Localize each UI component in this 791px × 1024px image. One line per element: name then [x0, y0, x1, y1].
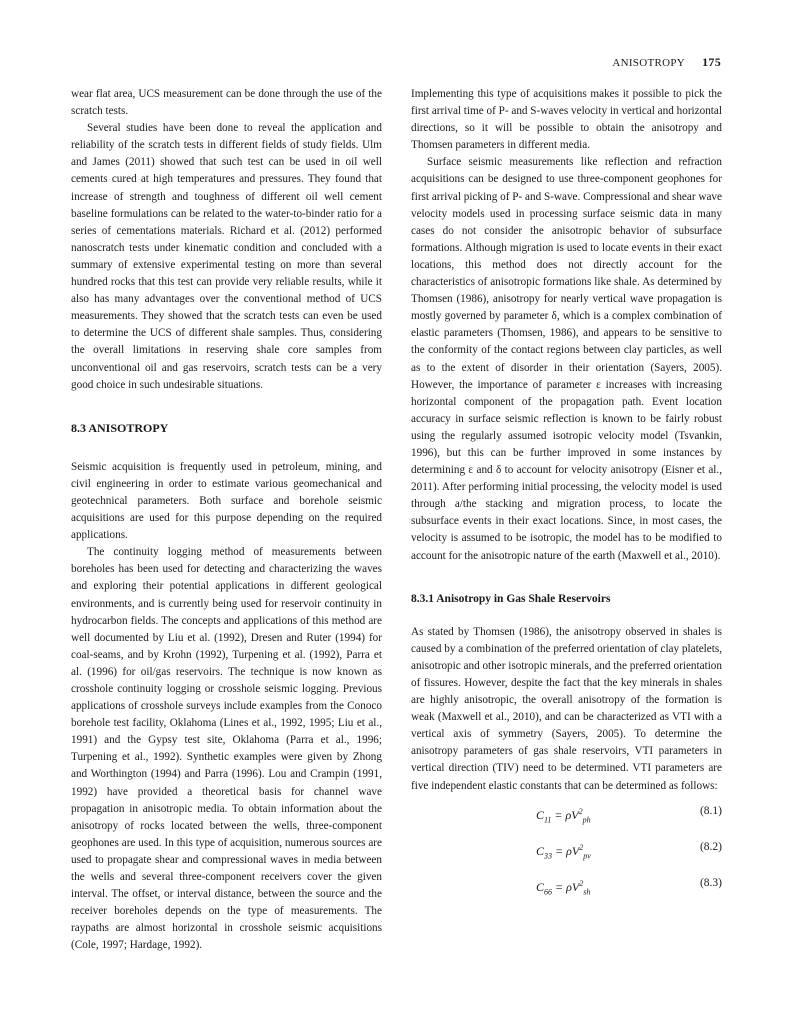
equation-formula: $C_{66} = \rho V^2_{sh}$ — [536, 878, 591, 897]
equation — [411, 799, 722, 831]
equation-formula: $C_{11} = \rho V^2_{ph}$ — [536, 806, 591, 825]
page-number: 175 — [702, 55, 721, 69]
paragraph: The continuity logging method of measurements between boreholes has been used for detecting and characterizing the waves and exploring their potential applications in different geological environments, and is currently being used for reservoir continuity in hydrocarbon fields. The concepts and applications of this method are well documented by Liu et al. (1992), Dresen and Ruter (1994) for coal-seams, and by Krohn (1992), Turpening et al. (1992), Parra et al. (1996) for oil/gas reservoirs. The technique is now known as crosshole continuity logging or crosshole seismic logging. Previous applications of crosshole surveys include examples from the Conoco borehole test facility, Oklahoma (Lines et al., 1992, 1995; Liu et al., 1991) and the Gypsy test site, Oklahoma (Parra et al., 1996; Turpening et al., 1992). Synthetic examples were given by Zhong and Worthington (1994) and Parra (1996). Lou and Crampin (1991, 1992) have provided a theoretical basis for channel wave propagation in anisotropic media. To obtain information about the anisotropy of rocks located between the wells, three-component geophones are used. In this type of acquisition, numerous sources are used to propagate shear and compressional waves in media between the wells and several three-component receivers cover the given interval. The offset, or interval distance, between the source and the receiver boreholes depends on the type of measurements. The raypaths are almost horizontal in crosshole seismic acquisitions (Cole, 1997; Hardage, 1992). — [71, 546, 382, 952]
equation-number: (8.1) — [699, 804, 722, 817]
paragraph: Several studies have been done to reveal the application and reliability of the scratch tests in different fields of study fields. Ulm and James (2011) showed that such test can be used in oil well cements cured at high temperatures and pressures. They found that increase of strength and toughness of different oil well cement baseline formulations can be related to the water-to-binder ratio for a series of cementations materials. Richard et al. (2012) performed nanoscratch tests under kinematic condition and concluded with a summary of extensive experimental testing on more than several hundred rocks that this test can provide very reliable results, while it also has many advantages over the conventional method of UCS measurements. They showed that the scratch tests can even be used to determine the UCS of different shale samples. Thus, considering the overall limitations in reserving shale core samples from unconventional oil and gas reservoirs, scratch tests can be a very good choice in such undesirable situations. — [71, 122, 382, 391]
left-column — [71, 86, 382, 955]
equation — [411, 871, 722, 903]
section-heading: 8.3 ANISOTROPY — [71, 420, 169, 435]
right-column — [411, 86, 722, 903]
paragraph: Surface seismic measurements like reflection and refraction acquisitions can be designed to use three-component geophones for first arrival picking of P- and S-wave. Compressional and shear wave velocity models used in processing surface seismic data in many cases do not consider the anisotropic behavior of subsurface formations. Although migration is used to locate events in their exact locations, this method does not directly account for the characteristics of anisotropic formations like shale. As determined by Thomsen (1986), anisotropy for nearly vertical wave propagation is mostly governed by parameter δ, which is a complex combination of elastic parameters (Thomsen, 1986), and appears to be sensitive to the conformity of the contact regions between clay particles, as well as to the extent of disorder in their orientation (Sayers, 2005). However, the importance of parameter ε increases with increasing horizontal component of the propagation path. Event location accuracy in surface seismic reflection is known to be fairly robust using the regularly assumed isotropic velocity model (Tsvankin, 1996), but this can be further improved in some instances by determining ε and δ to account for velocity anisotropy (Eisner et al., 2011). After performing initial processing, the velocity model is used through a/the stacking and migration process, to locate the subsurface events in their exact locations. Since, in most cases, the velocity is assumed to be isotropic, the model has to be modified to account for the anisotropic nature of the earth (Maxwell et al., 2010). — [411, 156, 722, 562]
equation-number: (8.2) — [699, 840, 722, 853]
paragraph: Seismic acquisition is frequently used in petroleum, mining, and civil engineering in order to estimate various geomechanical and geotechnical parameters. Both surface and borehole seismic acquisitions are used for this purpose depending on the required applications. — [71, 460, 382, 542]
running-title: ANISOTROPY — [612, 57, 686, 69]
paragraph: Implementing this type of acquisitions makes it possible to pick the first arrival time of P- and S-waves velocity in vertical and horizontal directions, so it will be possible to obtain the anisotropy and Thomsen parameters in different media. — [411, 88, 722, 152]
equation-formula: $C_{33} = \rho V^2_{pv}$ — [536, 842, 591, 861]
paragraph: wear flat area, UCS measurement can be done through the use of the scratch tests. — [71, 88, 382, 118]
page-header — [612, 55, 721, 70]
paragraph: As stated by Thomsen (1986), the anisotropy observed in shales is caused by a combination of the preferred orientation of clay platelets, anisotropic and other isotropic minerals, and the preferred orientation of fissures. However, despite the fact that the key minerals in shales are highly anisotropic, the overall anisotropy of the formation is weak (Maxwell et al., 2010), and can be characterized as VTI with a vertical axis of symmetry (Sayers, 2005). To determine the anisotropy parameters of gas shale reservoirs, VTI parameters in vertical direction (TIV) need to be determined. VTI parameters are five independent elastic constants that can be determined as follows: — [411, 625, 722, 792]
equation-number: (8.3) — [699, 876, 722, 889]
equation — [411, 835, 722, 867]
subsection-heading: 8.3.1 Anisotropy in Gas Shale Reservoirs — [411, 592, 611, 605]
